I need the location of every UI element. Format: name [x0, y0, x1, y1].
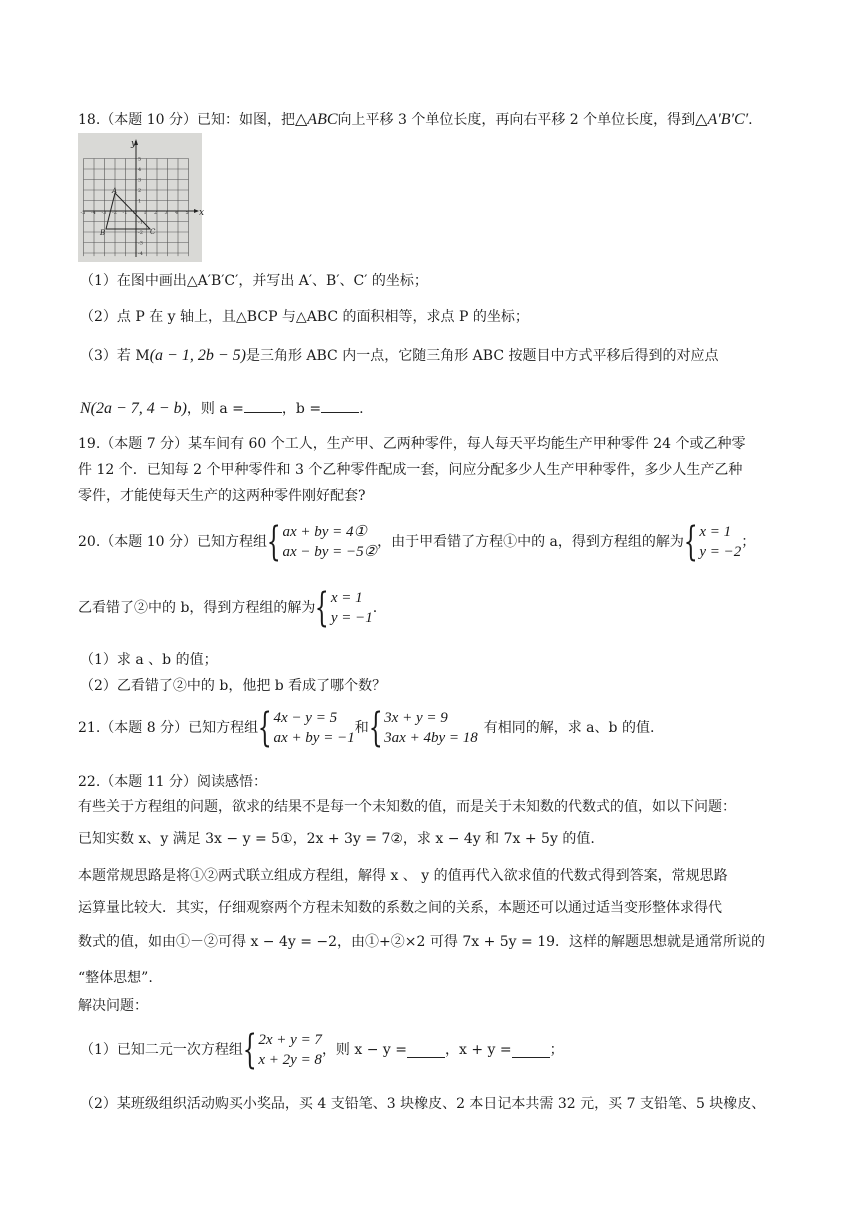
q18-b-eq: ，b =	[281, 401, 322, 417]
x-tick-label: -5	[80, 210, 86, 216]
y-tick-label: 3	[138, 177, 142, 184]
q18-part3	[80, 346, 719, 366]
q20-line2	[78, 585, 378, 631]
q22-xmy: ，则 x − y =	[321, 1042, 408, 1058]
q22-line2: 已知实数 x、y 满足 3x − y = 5①，2x + 3y = 7②，求 x − 4y 和 7x + 5y 的值.	[78, 831, 595, 847]
q20-s2b: y = −1	[330, 610, 373, 626]
q21-end: 有相同的解，求 a、b 的值.	[483, 720, 655, 736]
q18-triangle: △ABC	[294, 111, 338, 128]
q19-line1: 19.（本题 7 分）某车间有 60 个工人，生产甲、乙两种零件，每人每天平均能生产甲种零件 24 个或乙种零	[78, 436, 746, 452]
q20-solution1: { x = 1 y = −2	[683, 519, 742, 565]
y-tick-label: 5	[138, 156, 142, 163]
q22-line3: 本题常规思路是将①②两式联立组成方程组，解得 x 、 y 的值再代入欲求值的代数式得到答案，常规思路	[78, 868, 728, 884]
q22-system: { 2x + y = 7 x + 2y = 8	[242, 1027, 322, 1073]
x-tick-label: -4	[91, 210, 96, 216]
q20-statement	[78, 519, 756, 565]
q20-part1: （1）求 a 、b 的值；	[80, 652, 218, 668]
q20-solution2: { x = 1 y = −1	[315, 585, 373, 631]
y-tick-label: -3	[138, 240, 143, 247]
q20-s1b: y = −2	[699, 544, 742, 560]
q22-xpy: ，x + y =	[445, 1042, 512, 1058]
x-tick-label: -1	[122, 210, 128, 216]
q20-system: { ax + by = 4① ax − by = −5②	[266, 519, 378, 565]
q19-line3: 零件，才能使每天生产的这两种零件刚好配套?	[78, 488, 366, 504]
q22-line1: 有些关于方程组的问题，欲求的结果不是每一个未知数的值，而是关于未知数的代数式的值，如以下问题：	[78, 799, 736, 815]
x-tick-label: O	[133, 210, 138, 216]
answer-blank-x-minus-y[interactable]	[407, 1043, 445, 1058]
q20-s2a: x = 1	[330, 590, 363, 606]
q20-mid: ，由于甲看错了方程①中的 a，得到方程组的解为	[377, 534, 684, 550]
q18-part2: （2）点 P 在 y 轴上，且△BCP 与△ABC 的面积相等，求点 P 的坐标；	[80, 309, 529, 325]
q18-head: 18.（本题 10 分）已知：如图，把	[78, 112, 295, 128]
q20-head: 20.（本题 10 分）已知方程组	[78, 534, 267, 550]
point-b-label: B	[100, 229, 106, 237]
q20-part2: （2）乙看错了②中的 b，他把 b 看成了哪个数？	[80, 678, 387, 694]
x-tick-label: 2	[154, 210, 158, 216]
q18-period: .	[359, 401, 364, 417]
q22-line6: “整体思想”.	[78, 970, 153, 986]
q20-line2-text: 乙看错了②中的 b，得到方程组的解为	[78, 600, 316, 616]
y-axis-label: y	[131, 139, 137, 149]
q18-part3-b: 是三角形 ABC 内一点，它随三角形 ABC 按题目中方式平移后得到的对应点	[245, 348, 719, 364]
y-tick-label: -1	[138, 219, 143, 226]
q21-e3: 3x + y = 9	[384, 710, 448, 726]
q20-eq2: ax − by = −5②	[282, 544, 378, 560]
q18-end: .	[748, 112, 753, 128]
q18-part3-a: （3）若 M	[80, 348, 150, 364]
q18-a-eq: ，则 a =	[186, 401, 244, 417]
x-tick-label: -3	[101, 210, 107, 216]
q19-line2: 件 12 个．已知每 2 个甲种零件和 3 个乙种零件配成一套，问应分配多少人生产甲种零件，多少人生产乙种	[78, 462, 743, 478]
q22-part1	[80, 1027, 564, 1073]
y-tick-label: 4	[138, 167, 142, 173]
q21-statement	[78, 705, 655, 751]
q20-s1a: x = 1	[699, 524, 732, 540]
x-tick-label: 3	[164, 210, 168, 216]
q20-line2-end: .	[372, 600, 378, 616]
y-tick-label: 2	[138, 188, 142, 194]
point-a-label: A	[112, 187, 118, 195]
q18-point-m: (a − 1, 2b − 5)	[149, 347, 246, 364]
y-tick-label: -4	[138, 251, 143, 257]
q22-head: 22.（本题 11 分）阅读感悟：	[78, 774, 267, 790]
q18-triangle-prime: △A′B′C′	[695, 111, 749, 128]
point-c-label: C	[150, 228, 156, 236]
q22-e1: 2x + y = 7	[258, 1032, 322, 1048]
q18-part1: （1）在图中画出△A′B′C′，并写出 A′、B′、C′ 的坐标；	[80, 273, 428, 289]
q22-e2: x + 2y = 8	[258, 1052, 322, 1068]
answer-blank-b[interactable]	[321, 398, 359, 413]
q18-statement	[78, 110, 753, 130]
q21-e4: 3ax + 4by = 18	[384, 730, 478, 746]
q22-line4: 运算量比较大．其实，仔细观察两个方程未知数的系数之间的关系，本题还可以通过适当变形整体求得代	[78, 900, 722, 916]
x-tick-label: -2	[112, 210, 117, 216]
coordinate-grid-figure	[78, 133, 205, 262]
q18-part3-cont	[80, 398, 364, 419]
q18-point-n: N(2a − 7, 4 − b)	[80, 400, 187, 417]
x-tick-label: 5	[185, 210, 189, 216]
x-tick-label: 1	[143, 210, 147, 216]
x-axis-label: x	[199, 208, 205, 218]
y-tick-label: -2	[138, 230, 143, 236]
q20-end: ；	[741, 534, 756, 550]
q22-line5: 数式的值，如由①－②可得 x − 4y = −2，由①+②×2 可得 7x + 5y = 19．这样的解题思想就是通常所说的	[78, 934, 766, 950]
q22-line7: 解决问题：	[78, 998, 148, 1014]
q21-e1: 4x − y = 5	[273, 710, 338, 726]
q21-head: 21.（本题 8 分）已知方程组	[78, 720, 259, 736]
q22-part1-end: ；	[549, 1042, 564, 1058]
q21-system1: { 4x − y = 5 ax + by = −1	[257, 705, 355, 751]
y-tick-labels	[138, 157, 143, 258]
q21-system2: { 3x + y = 9 3ax + 4by = 18	[368, 705, 478, 751]
q21-and: 和	[354, 720, 369, 736]
q22-part2: （2）某班级组织活动购买小奖品，买 4 支铅笔、3 块橡皮、2 本日记本共需 32 元，买 7 支铅笔、5 块橡皮、	[80, 1096, 766, 1112]
x-tick-label: 4	[175, 210, 179, 216]
y-tick-label: 1	[138, 198, 142, 205]
grid-svg	[78, 133, 205, 262]
q18-mid: 向上平移 3 个单位长度，再向右平移 2 个单位长度，得到	[337, 112, 696, 128]
q20-eq1: ax + by = 4①	[282, 524, 367, 540]
q22-part1-head: （1）已知二元一次方程组	[80, 1042, 243, 1058]
answer-blank-a[interactable]	[244, 398, 282, 413]
q21-e2: ax + by = −1	[273, 730, 355, 746]
answer-blank-x-plus-y[interactable]	[512, 1043, 550, 1058]
